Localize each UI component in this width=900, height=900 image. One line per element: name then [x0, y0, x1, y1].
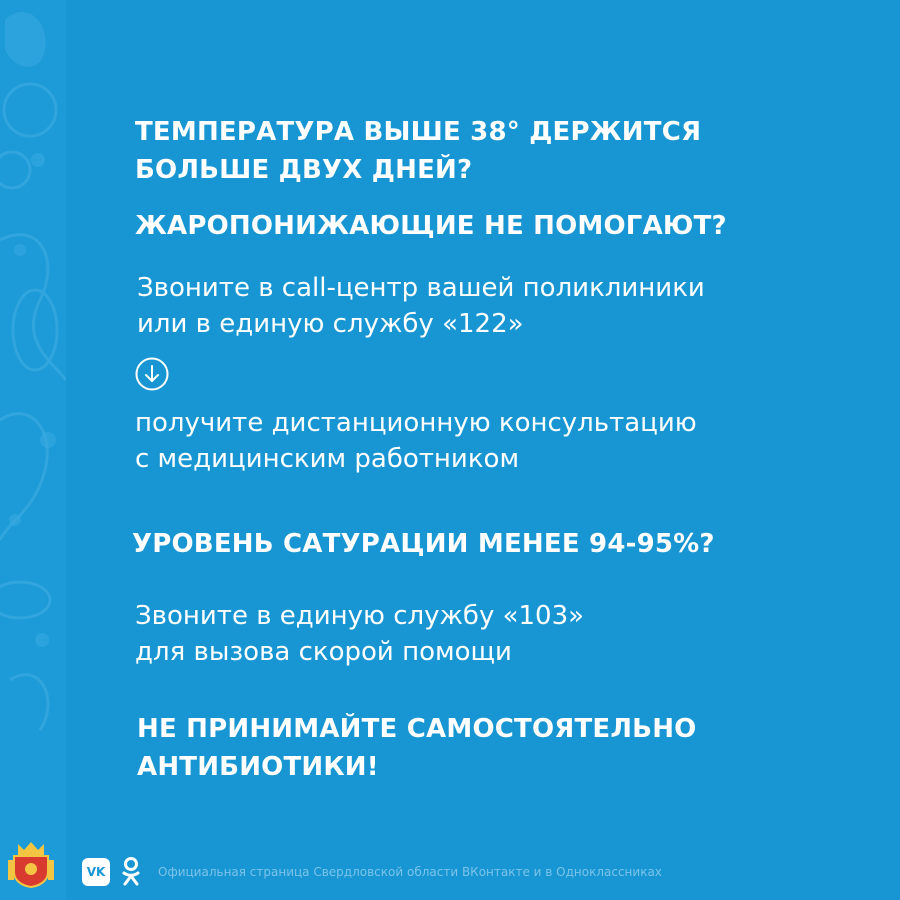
consult-text: [135, 405, 697, 477]
coat-of-arms-icon: [8, 840, 54, 888]
heading-saturation: УРОВЕНЬ САТУРАЦИИ МЕНЕЕ 94-95%?: [132, 529, 715, 559]
vk-label: VK: [86, 865, 106, 879]
odnoklassniki-icon[interactable]: [120, 856, 142, 888]
ambulance-line1: Звоните в единую службу «103»: [135, 601, 585, 631]
call-line2: или в единую службу «122»: [137, 309, 524, 339]
heading-fever-line1: ТЕМПЕРАТУРА ВЫШЕ 38° ДЕРЖИТСЯ: [135, 117, 702, 147]
heading-antipyretics: ЖАРОПОНИЖАЮЩИЕ НЕ ПОМОГАЮТ?: [135, 211, 727, 241]
vk-icon[interactable]: [82, 858, 110, 886]
arrow-down-circle-icon: [135, 357, 169, 391]
heading-antibiotics: [137, 710, 696, 786]
heading-fever: [135, 113, 701, 189]
consult-line2: с медицинским работником: [135, 444, 520, 474]
heading-antibiotics-line1: НЕ ПРИНИМАЙТЕ САМОСТОЯТЕЛЬНО: [137, 714, 697, 744]
ambulance-line2: для вызова скорой помощи: [135, 637, 512, 667]
left-ornament-strip: [0, 0, 66, 900]
floral-ornament: [0, 0, 66, 900]
call-instruction: [137, 270, 705, 342]
heading-antibiotics-line2: АНТИБИОТИКИ!: [137, 752, 379, 782]
heading-fever-line2: БОЛЬШЕ ДВУХ ДНЕЙ?: [135, 155, 473, 185]
footer-caption: Официальная страница Свердловской области ВКонтакте и в Одноклассниках: [158, 865, 662, 879]
consult-line1: получите дистанционную консультацию: [135, 408, 697, 438]
call-line1: Звоните в call-центр вашей поликлиники: [137, 273, 705, 303]
ambulance-instruction: [135, 598, 584, 670]
